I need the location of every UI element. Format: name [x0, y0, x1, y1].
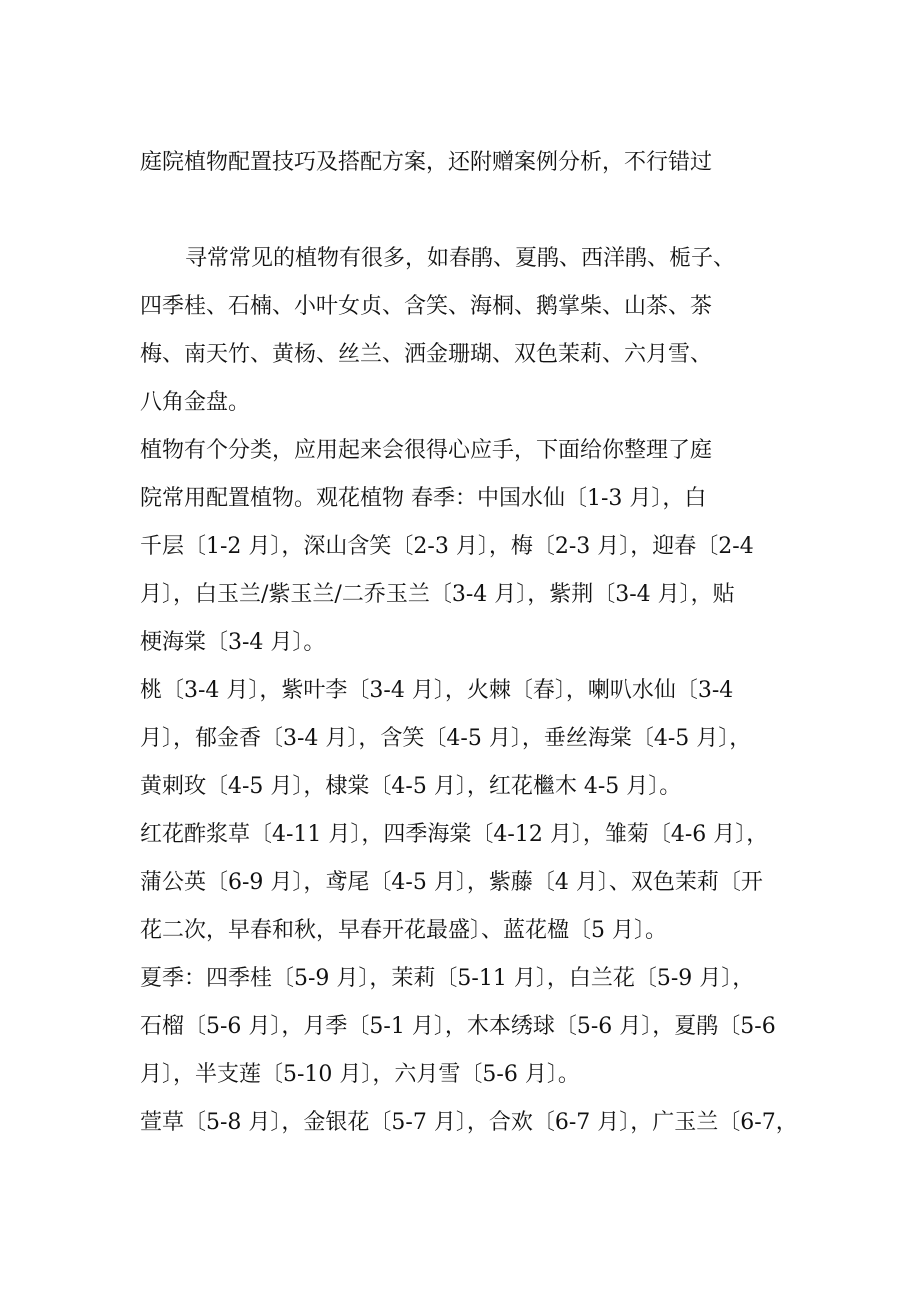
body-line: 红花酢浆草〔4-11 月〕，四季海棠〔4-12 月〕，雏菊〔4-6 月〕，: [140, 822, 769, 847]
body-line: 四季桂、石楠、小叶女贞、含笑、海桐、鹅掌柴、山茶、茶: [140, 294, 713, 319]
body-line: 植物有个分类，应用起来会很得心应手，下面给你整理了庭: [140, 438, 713, 463]
body-line: 千层〔1-2 月〕，深山含笑〔2-3 月〕，梅〔2-3 月〕，迎春〔2-4: [140, 534, 754, 559]
body-line: 八角金盘。: [140, 390, 251, 415]
body-line: 院常用配置植物。观花植物 春季：中国水仙〔1-3 月〕，白: [140, 486, 707, 511]
body-line: 黄刺玫〔4-5 月〕，棣棠〔4-5 月〕，红花檵木 4-5 月〕。: [140, 774, 682, 799]
body-line: 蒲公英〔6-9 月〕，鸢尾〔4-5 月〕，紫藤〔4 月〕、双色茉莉〔开: [140, 870, 763, 895]
body-line: 月〕，半支莲〔5-10 月〕，六月雪〔5-6 月〕。: [140, 1062, 580, 1087]
body-line: 花二次，早春和秋，早春开花最盛〕、蓝花楹〔5 月〕。: [140, 918, 667, 943]
body-line: 桃〔3-4 月〕，紫叶李〔3-4 月〕，火棘〔春〕，喇叭水仙〔3-4: [140, 678, 734, 703]
body-line: 石榴〔5-6 月〕，月季〔5-1 月〕，木本绣球〔5-6 月〕，夏鹃〔5-6: [140, 1014, 776, 1039]
document-body: [140, 235, 800, 1147]
body-line: 夏季：四季桂〔5-9 月〕，茉莉〔5-11 月〕，白兰花〔5-9 月〕，: [140, 966, 755, 991]
document-title: 庭院植物配置技巧及搭配方案，还附赠案例分析，不行错过: [140, 150, 713, 175]
body-line: 萱草〔5-8 月〕，金银花〔5-7 月〕，合欢〔6-7 月〕，广玉兰〔6-7，: [140, 1110, 798, 1135]
body-line: 梅、南天竹、黄杨、丝兰、洒金珊瑚、双色茉莉、六月雪、: [140, 342, 713, 367]
body-line: 寻常常见的植物有很多，如春鹃、夏鹃、西洋鹃、栀子、: [185, 246, 736, 271]
body-line: 月〕，白玉兰/紫玉兰/二乔玉兰〔3-4 月〕，紫荆〔3-4 月〕，贴: [140, 582, 735, 607]
body-line: 月〕，郁金香〔3-4 月〕，含笑〔4-5 月〕，垂丝海棠〔4-5 月〕，: [140, 726, 752, 751]
body-line: 梗海棠〔3-4 月〕。: [140, 630, 326, 655]
